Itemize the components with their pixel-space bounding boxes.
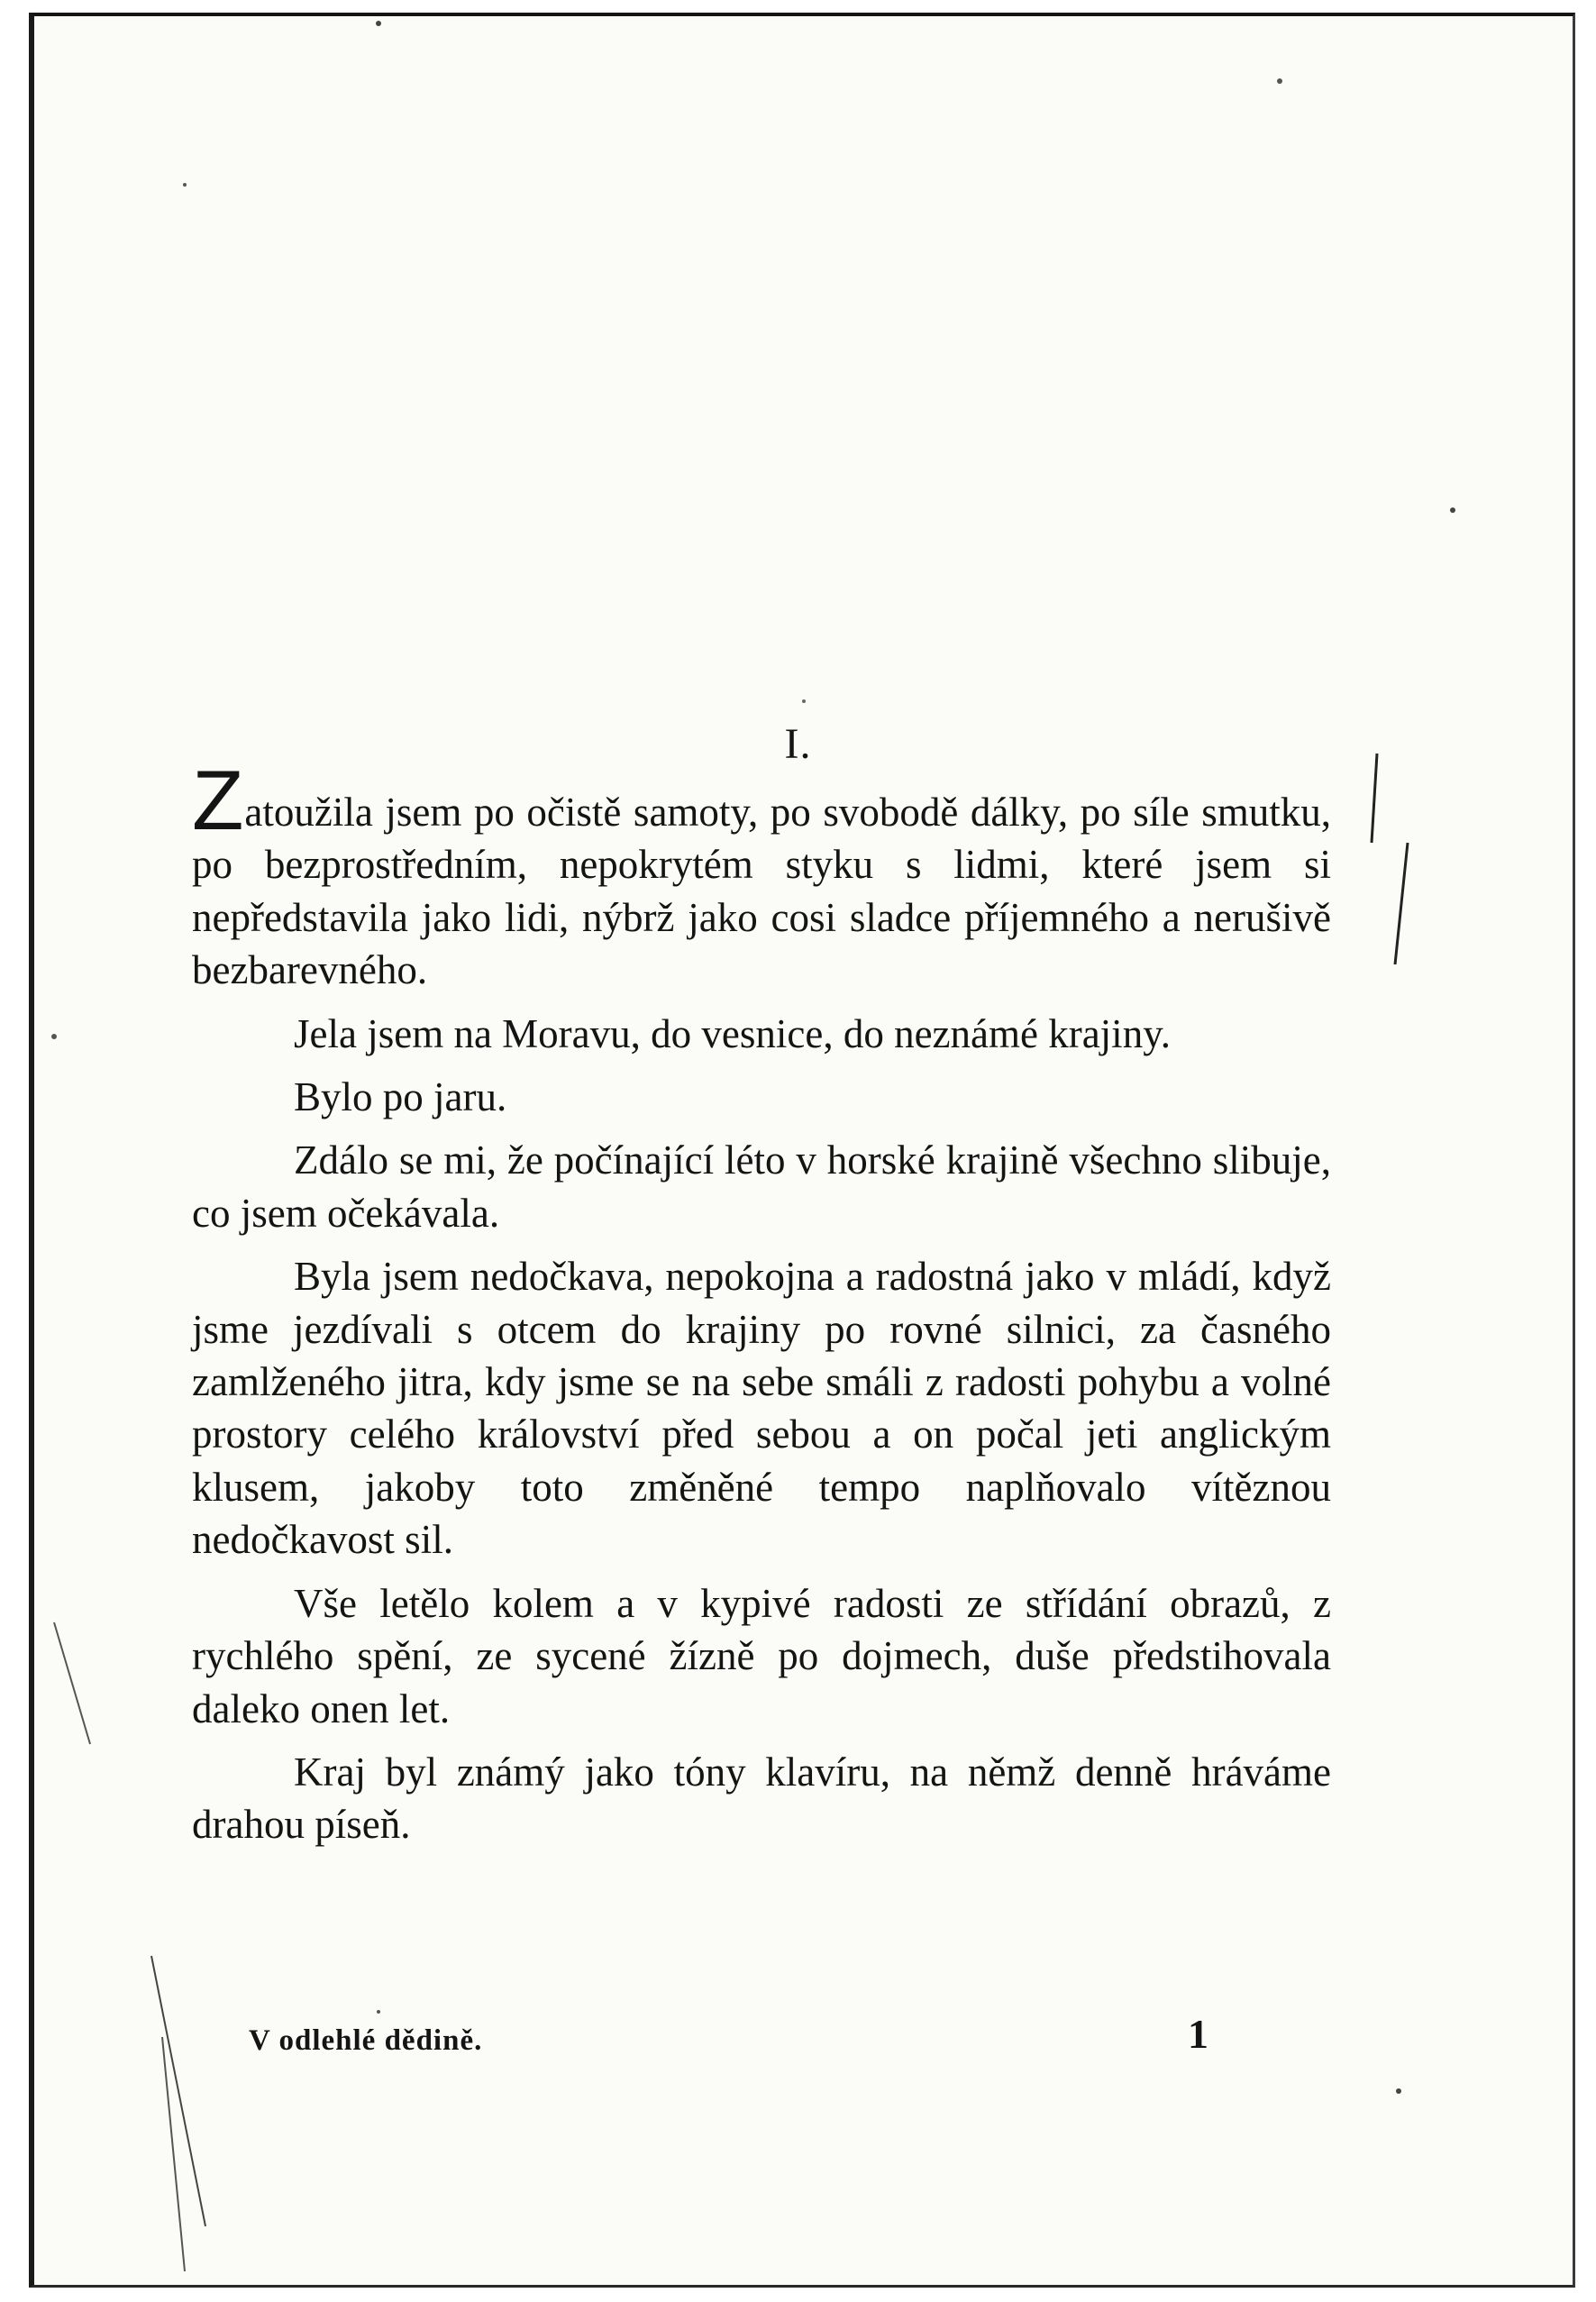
opening-paragraph <box>192 753 1331 997</box>
opening-paragraph-text: atoužila jsem po očistě samoty, po svobodě dálky, po síle smutku, po bezprostředním, nepokrytém styku s lidmi, které jsem si nepředstavila jako lidi, nýbrž jako cosi sladce příjemného a nerušivě bezbarevného. <box>192 790 1331 993</box>
drop-cap: Z <box>192 753 244 847</box>
paragraph: Jela jsem na Moravu, do vesnice, do neznámé krajiny. <box>294 1010 1172 1056</box>
body-text <box>192 753 1331 1862</box>
paragraph: Byla jsem nedočkava, nepokojna a radostná jako v mládí, když jsme jezdívali s otcem do krajiny po rovné silnici, za časného zamlženého jitra, kdy jsme se na sebe smáli z radosti pohybu a volné prostory celého království před sebou a on počal jeti anglickým klusem, jakoby toto změněné tempo naplňovalo vítěznou nedočkavost sil. <box>192 1254 1331 1563</box>
paragraph: Vše letělo kolem a v kypivé radosti ze střídání obrazů, z rychlého spění, ze sycené žízně po dojmech, duše předstihovala daleko onen let. <box>192 1580 1331 1731</box>
paragraph: Bylo po jaru. <box>294 1074 507 1120</box>
chapter-heading: I. <box>784 720 812 768</box>
page-number: 1 <box>1188 2011 1208 2057</box>
paragraph: Zdálo se mi, že počínající léto v horské krajině všechno slibuje, co jsem očekávala. <box>192 1137 1331 1236</box>
paragraph: Kraj byl známý jako tóny klavíru, na němž denně hráváme drahou píseň. <box>192 1749 1331 1848</box>
signature-mark: V odlehlé dědině. <box>249 2024 483 2057</box>
